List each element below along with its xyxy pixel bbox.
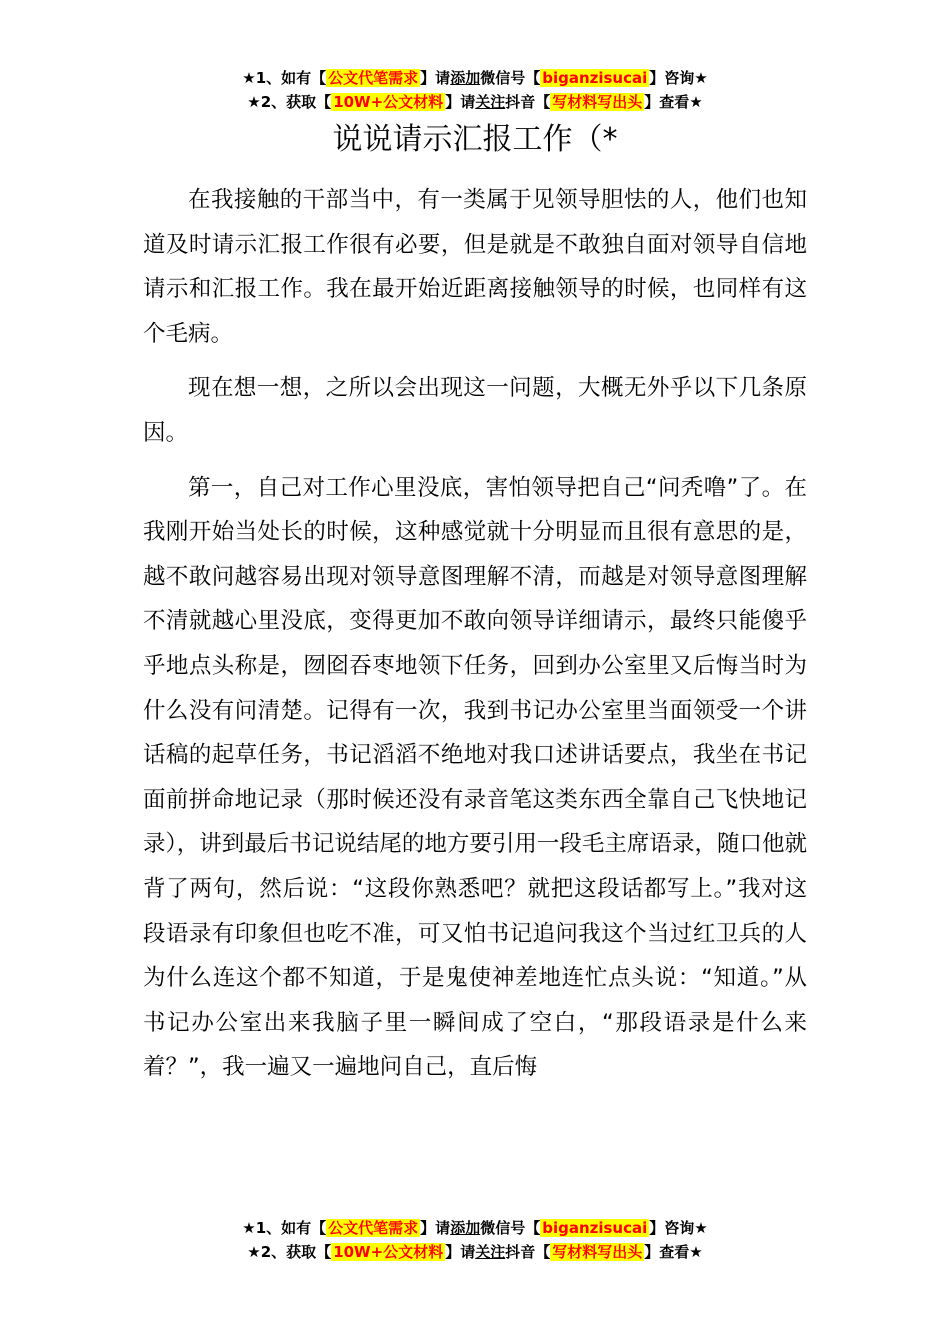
promo-highlight: 公文代笔需求 bbox=[328, 1219, 419, 1237]
promo-text: 】查看★ bbox=[644, 1243, 703, 1261]
promo-text: 】请 bbox=[445, 1243, 476, 1261]
document-body bbox=[143, 178, 807, 1100]
promo-text: 微信号【 bbox=[480, 69, 541, 87]
promo-banner-bottom bbox=[0, 1216, 950, 1264]
promo-underlined: 关注 bbox=[475, 1243, 506, 1261]
document-title: 说说请示汇报工作（* bbox=[332, 122, 618, 157]
paragraph: 现在想一想，之所以会出现这一问题，大概无外乎以下几条原因。 bbox=[143, 375, 807, 446]
promo-text: 】请 bbox=[445, 93, 476, 111]
promo-line-1 bbox=[0, 1216, 950, 1240]
promo-text: ★1、如有【 bbox=[242, 1219, 327, 1237]
promo-text: 】咨询★ bbox=[649, 69, 708, 87]
promo-highlight: 10W+公文材料 bbox=[333, 1243, 444, 1261]
promo-text: ★1、如有【 bbox=[242, 69, 327, 87]
promo-text: ★2、获取【 bbox=[247, 1243, 332, 1261]
promo-highlight: biganzisucai bbox=[542, 69, 648, 87]
paragraph: 第一，自己对工作心里没底，害怕领导把自己“问秃噜”了。在我刚开始当处长的时候，这种感觉就十分明显而且很有意思的是，越不敢问越容易出现对领导意图理解不清，而越是对领导意图理解不清就越心里没底，变得更加不敢向领导详细请示，最终只能傻乎乎地点头称是，囫囵吞枣地领下任务，回到办公室里又后悔当时为什么没有问清楚。记得有一次，我到书记办公室里当面领受一个讲话稿的起草任务，书记滔滔不绝地对我口述讲话要点，我坐在书记面前拼命地记录（那时候还没有录音笔这类东西全靠自己飞快地记录），讲到最后书记说结尾的地方要引用一段毛主席语录，随口他就背了两句，然后说：“这段你熟悉吧？就把这段话都写上。”我对这段语录有印象但也吃不准，可又怕书记追问我这个当过红卫兵的人为什么连这个都不知道，于是鬼使神差地连忙点头说：“知道。”从书记办公室出来我脑子里一瞬间成了空白，“那段语录是什么来着？”，我一遍又一遍地问自己，直后悔 bbox=[143, 474, 807, 1081]
paragraph: 在我接触的干部当中，有一类属于见领导胆怯的人，他们也知道及时请示汇报工作很有必要，但是就是不敢独自面对领导自信地请示和汇报工作。我在最开始近距离接触领导的时候，也同样有这个毛病。 bbox=[143, 187, 807, 347]
promo-text: 】查看★ bbox=[644, 93, 703, 111]
promo-text: 微信号【 bbox=[480, 1219, 541, 1237]
promo-line-2 bbox=[0, 90, 950, 114]
promo-text: 】咨询★ bbox=[649, 1219, 708, 1237]
promo-highlight: biganzisucai bbox=[542, 1219, 648, 1237]
promo-underlined: 添加 bbox=[450, 69, 481, 87]
promo-line-1 bbox=[0, 66, 950, 90]
promo-highlight: 写材料写出头 bbox=[552, 1243, 643, 1261]
promo-text: 抖音【 bbox=[505, 93, 551, 111]
promo-text: 】请 bbox=[420, 69, 451, 87]
promo-line-2 bbox=[0, 1240, 950, 1264]
promo-underlined: 关注 bbox=[475, 93, 506, 111]
promo-text: 】请 bbox=[420, 1219, 451, 1237]
promo-banner-top bbox=[0, 66, 950, 114]
promo-text: 抖音【 bbox=[505, 1243, 551, 1261]
promo-underlined: 添加 bbox=[450, 1219, 481, 1237]
promo-highlight: 公文代笔需求 bbox=[328, 69, 419, 87]
promo-highlight: 写材料写出头 bbox=[552, 93, 643, 111]
promo-highlight: 10W+公文材料 bbox=[333, 93, 444, 111]
promo-text: ★2、获取【 bbox=[247, 93, 332, 111]
